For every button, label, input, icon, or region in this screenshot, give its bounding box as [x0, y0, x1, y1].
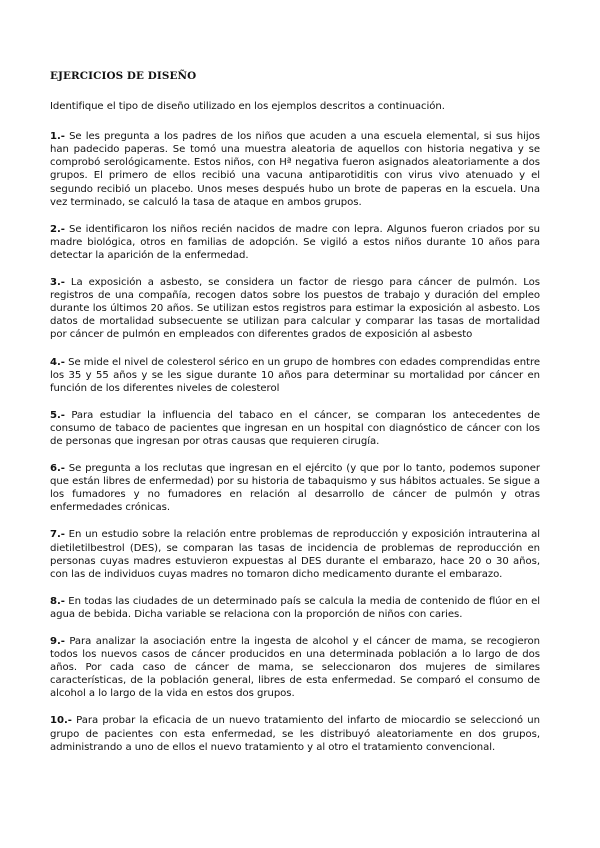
exercise-number: 10.- — [50, 715, 72, 727]
exercise-4 — [50, 356, 540, 395]
exercise-number: 3.- — [50, 277, 65, 289]
exercise-number: 1.- — [50, 131, 65, 143]
exercise-number: 2.- — [50, 223, 65, 235]
exercise-number: 9.- — [50, 636, 65, 647]
exercise-text: En todas las ciudades de un determinado país se calcula la media de contenido de flúor en el agua de bebida. Dicha variable se relaciona con la proporción de niños con caries. — [50, 595, 540, 620]
exercise-5 — [50, 409, 540, 448]
exercise-number: 8.- — [50, 595, 65, 607]
exercise-text: Se les pregunta a los padres de los niños que acuden a una escuela elemental, si sus hijos han padecido paperas. Se tomó una muestra aleatoria de aquellos con historia negativa y se comprobó serológicamente. Estos niños, con Hª negativa fueron asignados aleatoriamente a dos grupos. El primero de ellos recibió una vacuna antiparotiditis con virus vivo atenuado y el segundo recibió un placebo. Unos meses después hubo un brote de paperas en la escuela. Una vez terminado, se calculó la tasa de ataque en ambos grupos. — [50, 131, 540, 208]
exercise-text: Se identificaron los niños recién nacidos de madre con lepra. Algunos fueron criados por su madre biológica, otros en familias de adopción. Se vigiló a estos niños durante 10 años para detectar la aparición de la enfermedad. — [50, 223, 540, 261]
exercise-3 — [50, 276, 540, 341]
document-intro: Identifique el tipo de diseño utilizado en los ejemplos descritos a continuación. — [50, 101, 445, 113]
exercise-text: Para probar la eficacia de un nuevo tratamiento del infarto de miocardio se seleccionó un grupo de pacientes con esta enfermedad, se les distribuyó aleatoriamente en dos grupos, administrando a uno de ellos el nuevo tratamiento y al otro el tratamiento convencional. — [50, 715, 540, 753]
document-title: EJERCICIOS DE DISEÑO — [50, 70, 197, 82]
exercise-number: 4.- — [50, 356, 65, 368]
exercise-number: 7.- — [50, 529, 65, 541]
exercise-8 — [50, 595, 540, 621]
exercise-7 — [50, 528, 540, 580]
exercise-text: Se mide el nivel de colesterol sérico en un grupo de hombres con edades comprendidas entre los 35 y 55 años y se les sigue durante 10 años para determinar su mortalidad por cáncer en función de los diferentes niveles de colesterol — [50, 356, 540, 394]
exercise-text: Para estudiar la influencia del tabaco en el cáncer, se comparan los antecedentes de consumo de tabaco de pacientes que ingresan en un hospital con diagnóstico de cáncer con los de personas que ingresan por otras causas que requieren cirugía. — [50, 409, 540, 447]
exercise-1 — [50, 130, 540, 209]
exercise-9 — [50, 635, 540, 700]
document-page — [50, 70, 540, 768]
exercise-text: En un estudio sobre la relación entre problemas de reproducción y exposición intrauterina al dietiletilbestrol (DES), se comparan las tasas de incidencia de problemas de reproducción en personas cuyas madres estuvieron expuestas al DES durante el embarazo, hace 20 o 30 años, con las de individuos cuyas madres no tomaron dicho medicamento durante el embarazo. — [50, 529, 540, 580]
exercise-10 — [50, 714, 540, 753]
exercise-2 — [50, 223, 540, 262]
exercise-number: 6.- — [50, 463, 65, 475]
exercise-text: La exposición a asbesto, se considera un factor de riesgo para cáncer de pulmón. Los registros de una compañía, recogen datos sobre los puestos de trabajo y duración del empleo durante los últimos 20 años. Se utilizan estos registros para estimar la exposición al asbesto. Los datos de mortalidad subsecuente se utilizan para calcular y comparar las tasas de mortalidad por cáncer de pulmón en empleados con diferentes grados de exposición al asbesto — [50, 277, 540, 341]
exercise-text: Se pregunta a los reclutas que ingresan en el ejército (y que por lo tanto, podemos suponer que están libres de enfermedad) por su historia de tabaquismo y sus hábitos actuales. Se sigue a los fumadores y no fumadores en relación al desarrollo de cáncer de pulmón y otras enfermedades crónicas. — [50, 463, 540, 514]
exercise-6 — [50, 462, 540, 514]
exercise-text: Para analizar la asociación entre la ingesta de alcohol y el cáncer de mama, se recogieron todos los nuevos casos de cáncer producidos en una determinada población a lo largo de dos años. Por cada caso de cáncer de mama, se seleccionaron dos mujeres de similares características, de la población general, libres de esta enfermedad. Se comparó el consumo de alcohol a lo largo de la vida en estos dos grupos. — [50, 636, 540, 700]
exercise-number: 5.- — [50, 409, 65, 421]
